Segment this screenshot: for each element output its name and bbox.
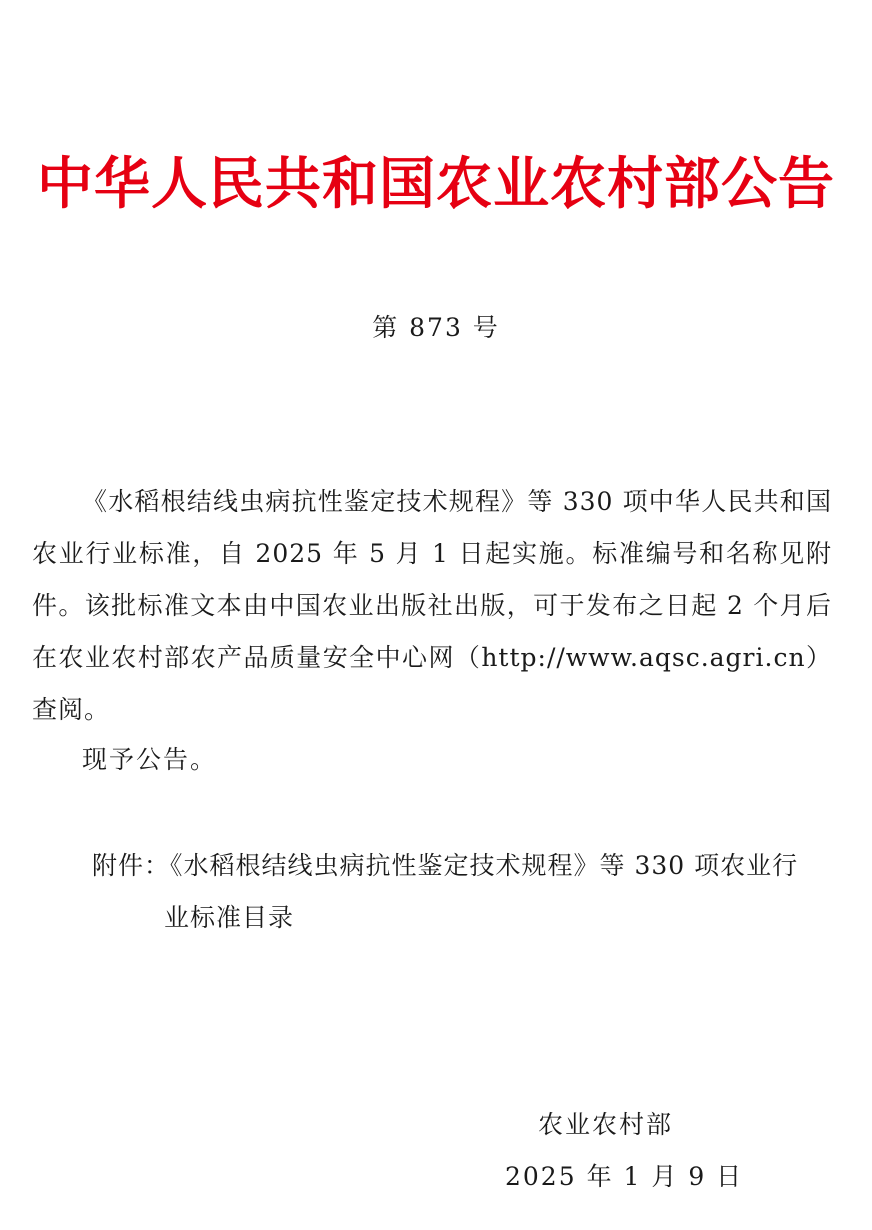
attachment-title-line1: 《水稻根结线虫病抗性鉴定技术规程》等 330 项农业行 — [170, 851, 799, 880]
attachment-label: 附件： — [92, 851, 171, 880]
document-header-title: 中华人民共和国农业农村部公告 — [37, 151, 835, 217]
issue-date: 2025 年 1 月 9 日 — [505, 1162, 744, 1191]
attachment-title-line2: 业标准目录 — [164, 903, 295, 932]
attachment-block — [92, 840, 832, 944]
document-number: 第 873 号 — [372, 313, 500, 342]
body-paragraph: 《水稻根结线虫病抗性鉴定技术规程》等 330 项中华人民共和国农业行业标准，自 2025 年 5 月 1 日起实施。标准编号和名称见附件。该批标准文本由中国农业出版社出版，可于发布之日起 2 个月后在农业农村部农产品质量安全中心网（http://www.aqsc.agri.cn）查阅。 — [32, 487, 832, 724]
closing-statement: 现予公告。 — [82, 745, 218, 774]
issuer-signature: 农业农村部 — [538, 1110, 674, 1139]
